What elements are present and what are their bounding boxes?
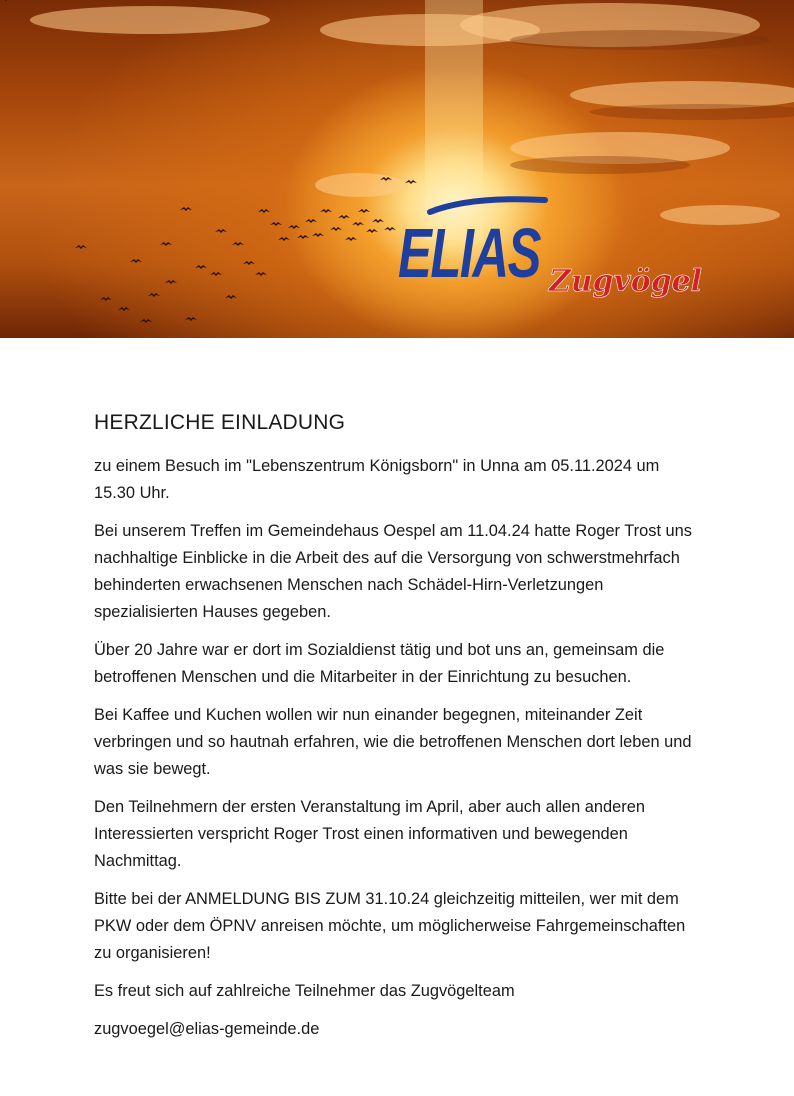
paragraph-offer: Über 20 Jahre war er dort im Sozialdienst tätig und bot uns an, gemeinsam die betroffenen Menschen und die Mitarbeiter in der Einrichtung zu besuchen. xyxy=(94,641,665,686)
invitation-heading: HERZLICHE EINLADUNG xyxy=(94,411,346,434)
flock-of-birds xyxy=(0,0,417,323)
header-banner xyxy=(0,0,794,338)
paragraph-participants: Den Teilnehmern der ersten Veranstaltung im April, aber auch allen anderen Interessierten verspricht Roger Trost einen informativen und bewegenden Nachmittag. xyxy=(94,798,645,870)
paragraph-registration: Bitte bei der ANMELDUNG BIS ZUM 31.10.24 gleichzeitig mitteilen, wer mit dem PKW oder dem ÖPNV anreisen möchte, um möglicherweise Fahrgemeinschaften zu organisieren! xyxy=(94,890,686,962)
contact-email[interactable]: zugvoegel@elias-gemeinde.de xyxy=(94,1020,320,1038)
paragraph-closing: Es freut sich auf zahlreiche Teilnehmer das Zugvögelteam xyxy=(94,982,515,1000)
zugvoegel-logo-subtitle: Zugvögel xyxy=(548,264,702,299)
elias-logo: ELIAS xyxy=(398,214,541,292)
sunset-sky-image xyxy=(0,0,794,338)
paragraph-coffee: Bei Kaffee und Kuchen wollen wir nun einander begegnen, miteinander Zeit verbringen und so hautnah erfahren, wie die betroffenen Menschen dort leben und was sie bewegt. xyxy=(94,706,692,778)
invitation-body xyxy=(94,408,700,1054)
paragraph-background: Bei unserem Treffen im Gemeindehaus Oespel am 11.04.24 hatte Roger Trost uns nachhaltige Einblicke in die Arbeit des auf die Versorgung von schwerstmehrfach behinderten erwachsenen Menschen nach Schädel-Hirn-Verletzungen spezialisierten Hauses gegeben. xyxy=(94,522,692,621)
paragraph-date: zu einem Besuch im "Lebenszentrum Königsborn" in Unna am 05.11.2024 um 15.30 Uhr. xyxy=(94,457,660,502)
